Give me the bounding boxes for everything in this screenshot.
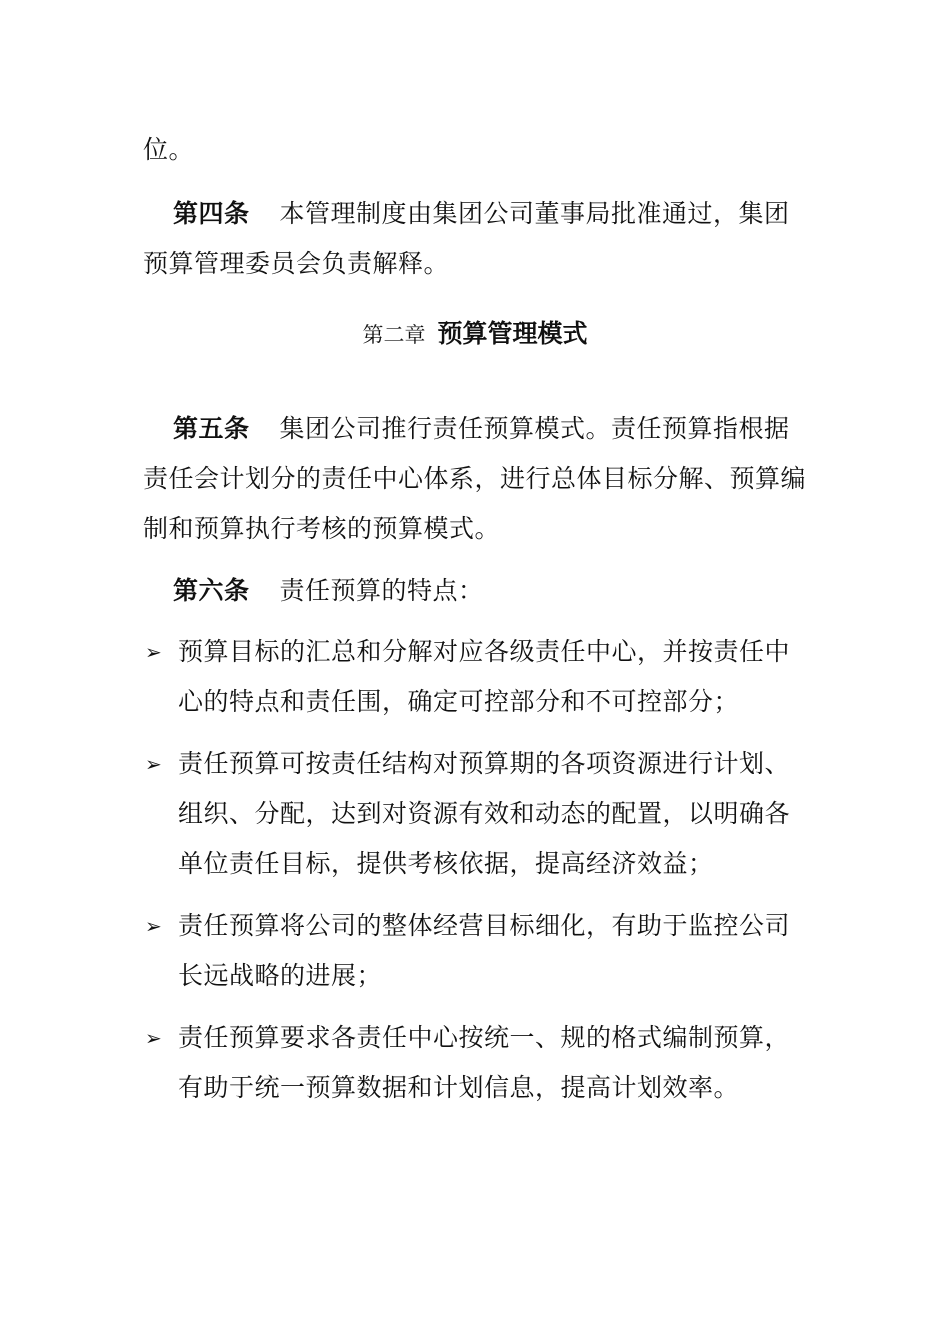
list-item [143, 901, 807, 1001]
chapter-heading [143, 312, 807, 357]
arrow-bullet-icon: ➢ [145, 1026, 163, 1050]
list-item-text: 预算目标的汇总和分解对应各级责任中心，并按责任中心的特点和责任围，确定可控部分和不可控部分； [178, 637, 791, 716]
article-6 [143, 566, 807, 616]
chapter-title: 预算管理模式 [437, 319, 588, 348]
list-item-text: 责任预算要求各责任中心按统一、规的格式编制预算，有助于统一预算数据和计划信息，提高计划效率。 [178, 1023, 791, 1102]
article-4-text: 本管理制度由集团公司董事局批准通过，集团预算管理委员会负责解释。 [143, 199, 790, 278]
continuation-text [143, 125, 807, 175]
article-5-label: 第五条 [173, 414, 250, 443]
list-item [143, 739, 807, 889]
chapter-number: 第二章 [362, 323, 426, 347]
arrow-bullet-icon: ➢ [145, 640, 163, 664]
list-item-text: 责任预算可按责任结构对预算期的各项资源进行计划、组织、分配，达到对资源有效和动态的配置，以明确各单位责任目标，提供考核依据，提高经济效益； [178, 749, 791, 878]
arrow-bullet-icon: ➢ [145, 752, 163, 776]
article-4 [143, 189, 807, 289]
continuation-line: 位。 [143, 135, 195, 164]
article-6-text: 责任预算的特点： [279, 576, 484, 605]
list-item-text: 责任预算将公司的整体经营目标细化，有助于监控公司长远战略的进展； [178, 911, 791, 990]
article-6-label: 第六条 [173, 576, 250, 605]
article-5-text: 集团公司推行责任预算模式。责任预算指根据责任会计划分的责任中心体系，进行总体目标分解、预算编制和预算执行考核的预算模式。 [143, 414, 807, 543]
feature-list [143, 627, 807, 1125]
list-item [143, 1013, 807, 1113]
list-item [143, 627, 807, 727]
article-4-label: 第四条 [173, 199, 250, 228]
article-5 [143, 404, 807, 554]
arrow-bullet-icon: ➢ [145, 914, 163, 938]
